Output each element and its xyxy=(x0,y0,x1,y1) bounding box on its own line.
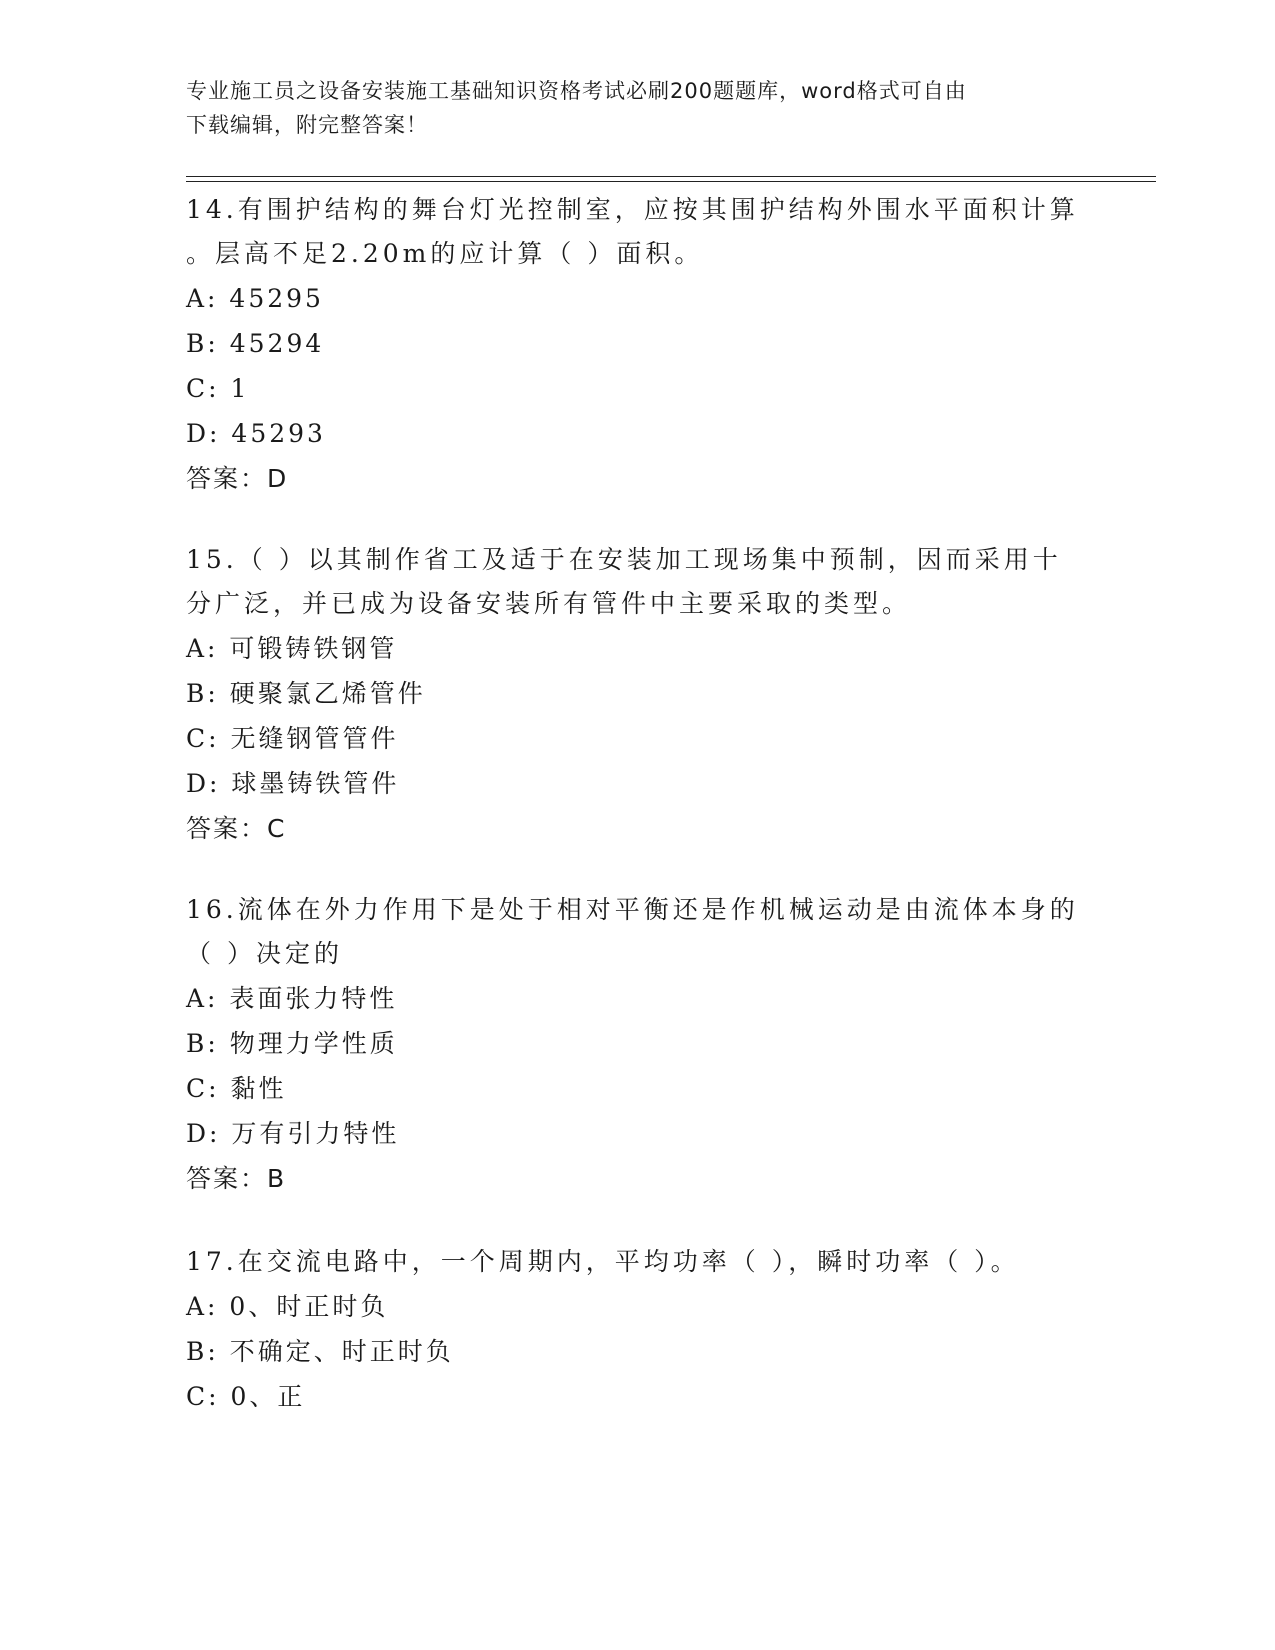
option-a: A: 0、时正时负 xyxy=(186,1292,389,1321)
option-b: B: 硬聚氯乙烯管件 xyxy=(186,679,426,708)
option-b: B: 不确定、时正时负 xyxy=(186,1337,454,1366)
option-c: C: 0、正 xyxy=(186,1382,306,1411)
question-text-line: 16.流体在外力作用下是处于相对平衡还是作机械运动是由流体本身的 xyxy=(186,895,1079,924)
option-c: C: 1 xyxy=(186,374,250,403)
document-header xyxy=(186,74,1086,142)
question-text-line: 分广泛，并已成为设备安装所有管件中主要采取的类型。 xyxy=(186,589,912,618)
header-rule-bottom xyxy=(186,181,1156,182)
header-line-1: 专业施工员之设备安装施工基础知识资格考试必刷200题题库，word格式可自由 xyxy=(186,79,967,103)
header-line-2: 下载编辑，附完整答案！ xyxy=(186,113,428,137)
header-rule-top xyxy=(186,176,1156,177)
option-d: D: 45293 xyxy=(186,419,326,448)
option-b: B: 物理力学性质 xyxy=(186,1029,398,1058)
option-d: D: 球墨铸铁管件 xyxy=(186,769,400,798)
question-17 xyxy=(186,1240,1086,1419)
question-15 xyxy=(186,538,1086,851)
question-text-line: （ ）决定的 xyxy=(186,939,343,968)
question-14 xyxy=(186,188,1086,501)
question-text-line: 17.在交流电路中，一个周期内，平均功率（ ），瞬时功率（ ）。 xyxy=(186,1247,1020,1276)
option-d: D: 万有引力特性 xyxy=(186,1119,400,1148)
option-b: B: 45294 xyxy=(186,329,325,358)
question-text-line: 15.（ ）以其制作省工及适于在安装加工现场集中预制，因而采用十 xyxy=(186,545,1062,574)
option-c: C: 无缝钢管管件 xyxy=(186,724,399,753)
question-text-line: 。层高不足2.20m的应计算（ ）面积。 xyxy=(186,239,704,268)
answer: 答案：D xyxy=(186,464,289,493)
option-a: A: 可锻铸铁钢管 xyxy=(186,634,398,663)
option-a: A: 45295 xyxy=(186,284,324,313)
answer: 答案：B xyxy=(186,1164,287,1193)
question-text-line: 14.有围护结构的舞台灯光控制室，应按其围护结构外围水平面积计算 xyxy=(186,195,1079,224)
answer: 答案：C xyxy=(186,814,287,843)
question-16 xyxy=(186,888,1086,1201)
option-c: C: 黏性 xyxy=(186,1074,287,1103)
option-a: A: 表面张力特性 xyxy=(186,984,398,1013)
